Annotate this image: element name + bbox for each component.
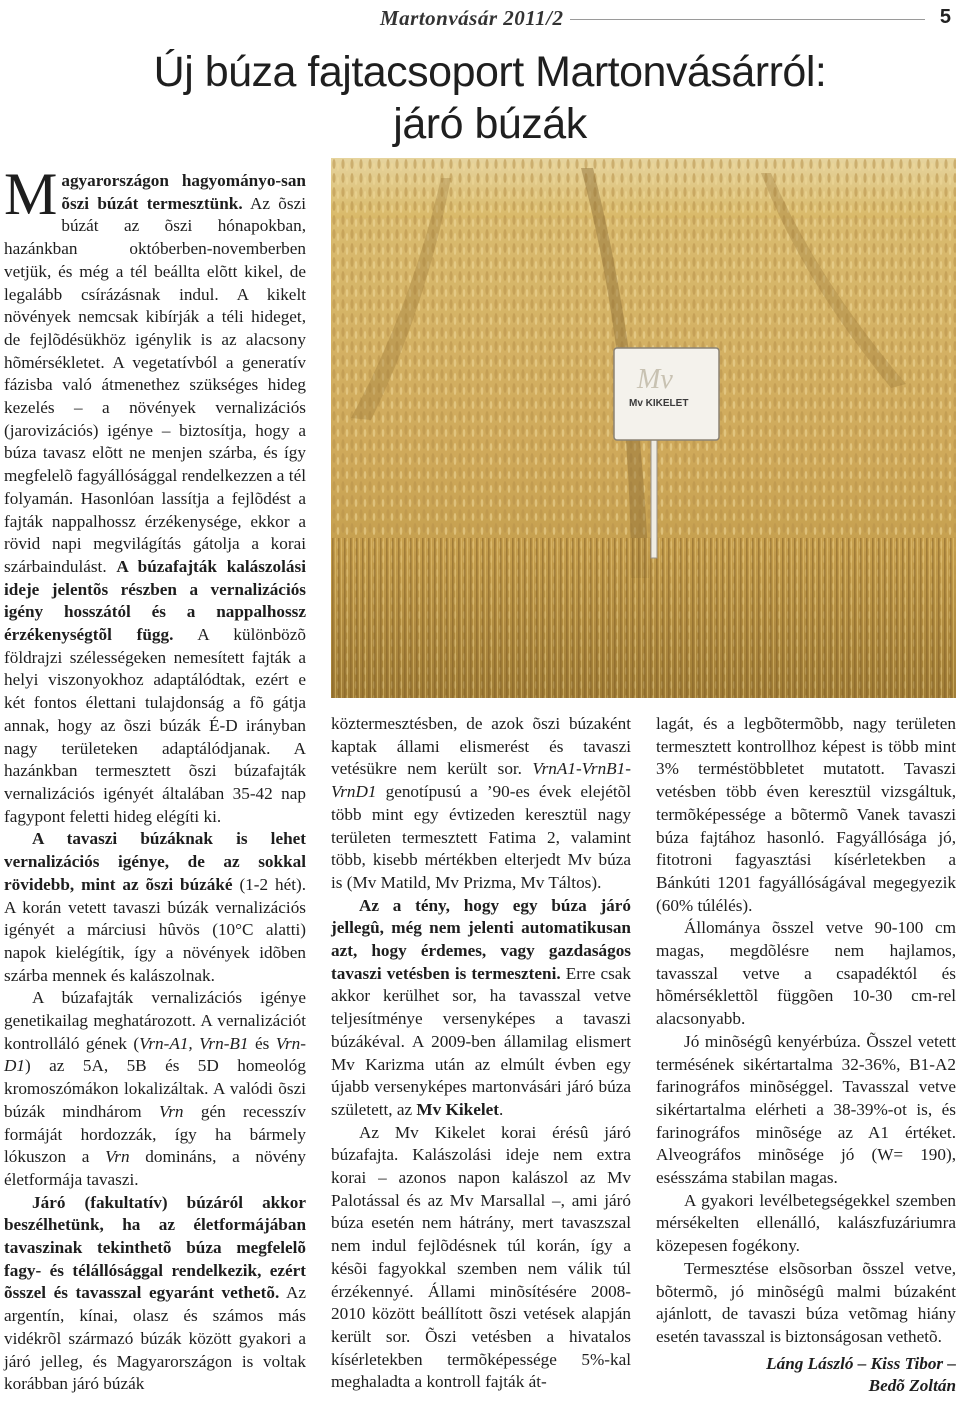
- author-credit-line-2: Bedõ Zoltán: [868, 1376, 956, 1396]
- paragraph: A tavaszi búzáknak is lehet vernalizációs igénye, de az sokkal rövidebb, mint az õszi búzáké (1-2 hét). A korán vetett tavaszi búzák vernalizációs igényét a márciusi hûvös (10°C alatti) napok kielégítik, így a növények idõben szárba mennek és kalászolnak.: [4, 829, 306, 985]
- article-column-2: [331, 713, 631, 1394]
- page-header: [380, 4, 955, 34]
- paragraph: lagát, és a legbõtermõbb, nagy területen termesztett kontrollhoz képest is több mint 3% terméstöbbletet mutatott. Tavaszi vetésben több éven keresztül vizsgáltuk, termõképessége a bõtermõ Vanek tavaszi búza fajtához hasonló. Fagyállósága jó, fitotroni fagyasztási kísérletekben a Bánkúti 1201 fagyállóságával megegyezik (60% túlélés).: [656, 714, 956, 915]
- paragraph: A búzafajták vernalizációs igénye genetikailag meghatározott. A vernalizációt kontrolláló gének (Vrn-A1, Vrn-B1 és Vrn-D1) az 5A, 5B és 5D homeológ kromoszómákon lokalizáltak. A valódi õszi búzák mindhárom Vrn gén recesszív formáját hordozzák, így ha bármely lókuszon a Vrn domináns, a növény életformája tavaszi.: [4, 988, 306, 1189]
- paragraph: Járó (fakultatív) búzáról akkor beszélhetünk, ha az életformájában tavaszinak tekinthetõ búza megfelelõ fagy- és télállósággal rendelkezik, ezért õsszel és tavasszal egyaránt vethetõ. Az argentín, kínai, olasz és számos más vidékrõl származó búzák között gyakori a járó jelleg, és Magyarországon is voltak korábban járó búzák: [4, 1192, 306, 1394]
- article-column-1: [4, 161, 306, 1396]
- paragraph: Jó minõségû kenyérbúza. Õsszel vetett termésének sikértartalma 32-36%, B1-A2 farinográfos minõséggel. Tavasszal vetve sikértartalma elérheti a 38-39%-ot is, és farinográfos minõsége az A1 értéket. Alveográfos minõsége jó (W= 190), esésszáma stabilan magas.: [656, 1031, 956, 1188]
- paragraph: Termesztése elsõsorban õsszel vetve, bõtermõ, jó minõségû malmi búzaként ajánlott, de tavaszi búza vetõmag hiány esetén tavasszal is biztonságosan vethetõ.: [656, 1258, 956, 1346]
- sign-logo: Mv: [637, 364, 673, 395]
- paragraph: Állománya õsszel vetve 90-100 cm magas, megdõlésre nem hajlamos, tavasszal vetve a csapadéktól és hõmérséklettõl függõen 10-30 cm-rel alacsonyabb.: [656, 918, 956, 1029]
- article-title: [60, 46, 920, 150]
- author-credit: [656, 1353, 956, 1398]
- drop-cap: M: [4, 161, 58, 227]
- paragraph: Az Mv Kikelet korai érésû járó búzafajta. Kalászolási ideje nem extra korai – azonos napon kalászol az Mv Palotással és az Mv Marsallal –, ami járó búza esetén nem hátrány, mert tavaszszal nem indul fejlõdésnek túl korán, így a késõi fagyokkal szemben nem válik túl érzékennyé. Állami minõsítésére 2008-2010 között beállított õszi vetések alapján került sor. Õszi vetésben a hivatalos kísérletekben termõképessége 5%-kal meghaladta a kontroll fajták át-: [331, 1122, 631, 1392]
- wheat-field-photo: [331, 158, 956, 698]
- title-line-1: Új búza fajtacsoport Martonvásárról:: [153, 48, 827, 96]
- paragraph: Az a tény, hogy egy búza járó jellegû, még nem jelenti automatikusan azt, hogy érdemes, vagy gazdaságos tavaszi vetésben is termeszteni. Erre csak akkor kerülhet sor, ha tavasszal vetve teljesítménye versenyképes a tavaszi búzákéval. A 2009-ben államilag elismert Mv Karizma után az elmúlt évben egy újabb versenyképes martonvásári járó búza született, az Mv Kikelet.: [331, 895, 631, 1119]
- masthead: Martonvásár 2011/2: [380, 6, 564, 30]
- article-column-3: [656, 713, 956, 1398]
- paragraph: Magyarországon hagyományo-san õszi búzát termesztünk. Az õszi búzát az õszi hónapokban, hazánkban októberben-novemberben vetjük, és még a tél beállta elõtt kikel, de legalább csírázásnak indul. A kikelt növények nemcsak kibírják a téli hideget, de fejlõdésükhöz igénylik is az alacsony hõmérsékletet. A vegetatívból a generatív fázisba való átmenethez szükséges hideg kezelés – a növények vernalizációs (jarovizációs) igénye – biztosítja, hogy a búza tavasz elõtt ne menjen szárba, és így megfelelõ fagyállósággal rendelkezzen a tél folyamán. Hasonlóan lassítja a fejlõdést a fajták nappalhossz érzékenysége, ekkor a rövid napi megvilágítás gátolja a korai szárbaindulást. A búzafajták kalászolási ideje jelentõs részben a vernalizációs igény hosszától és a nappalhossz érzékenységtõl függ. A különbözõ földrajzi szélességeken nemesített fajták a helyi viszonyokhoz adaptálódtak, ezért e két fontos élettani tulajdonság a fõ gátja annak, hogy az õszi búzák É-D irányban nagy területeken adaptálódjanak. A hazánkban termesztett õszi búzafajták vernalizációs igényét általában 35-42 nap fagypont feletti hideg elégíti ki.: [4, 161, 306, 826]
- variety-sign: [614, 348, 719, 440]
- paragraph: köztermesztésben, de azok õszi búzaként kaptak állami elismerést és tavaszi vetésükre nem került sor. VrnA1-VrnB1-VrnD1 genotípusú a ’90-es évek elejétõl több mint egy évtizeden keresztül nagy területen termesztett Fatima 2, valamint több, kisebb mértékben elterjedt Mv búza is (Mv Matild, Mv Prizma, Mv Táltos).: [331, 714, 631, 892]
- header-rule: [570, 19, 925, 20]
- title-line-2: járó búzák: [393, 100, 587, 148]
- paragraph: A gyakori levélbetegségekkel szemben mérsékelten ellenálló, kalászfuzáriumra közepesen fogékony.: [656, 1190, 956, 1256]
- sign-text: Mv KIKELET: [629, 398, 689, 409]
- page-number: 5: [939, 6, 951, 28]
- author-credit-line-1: Láng László – Kiss Tibor –: [766, 1353, 956, 1373]
